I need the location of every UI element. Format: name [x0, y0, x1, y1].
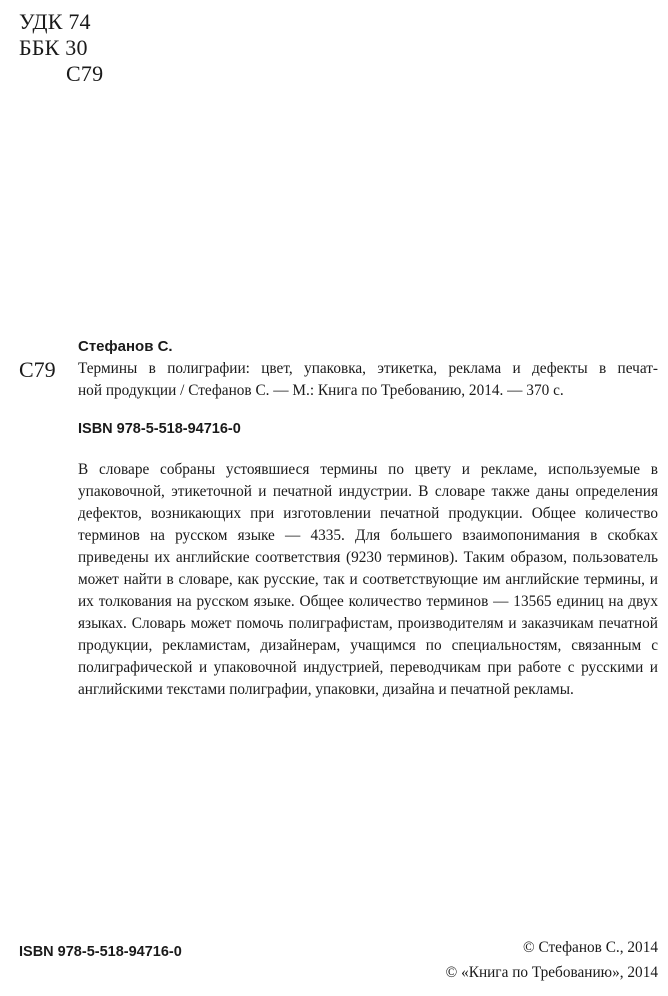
author-code: С79 [66, 61, 104, 86]
abstract-paragraph: В словаре собраны устоявшиеся термины по цвету и рекламе, используемые в упаковочной, этикеточной и печатной индустрии. В словаре также даны определения дефектов, возникающих при изготовлении печатной продукции. Общее количество терминов на русском языке — 4335. Для большего взаимопонимания в скобках приведены их английские соответствия (9230 терминов). Таким образом, пользователь может найти в словаре, как русские, так и соответствующие им английские термины, и их толкования на русском языке. Общее количество терминов — 13565 единиц на двух языках. Словарь может помочь полиграфистам, производителям и заказчикам печатной продукции, рекламистам, дизайнерам, учащимся по специальностям, связанным с полиграфической и упаковочной индустрией, переводчикам при работе с русскими и английскими текстами полиграфии, упаковки, дизайна и печатной рекламы. [78, 461, 658, 698]
author-code-side: С79 [19, 357, 56, 382]
isbn: ISBN 978-5-518-94716-0 [78, 421, 241, 437]
bibliographic-record [78, 358, 658, 402]
bibliographic-record-line: Термины в полиграфии: цвет, упаковка, этикетка, реклама и дефекты в печат- [78, 360, 658, 377]
bbk-index: ББК 30 [19, 35, 88, 60]
copyright-author: © Стефанов С., 2014 [523, 939, 658, 956]
udk-index: УДК 74 [19, 9, 91, 34]
author-name: Стефанов С. [78, 338, 173, 355]
bibliographic-record-line: ной продукции / Стефанов С. — М.: Книга по Требованию, 2014. — 370 с. [78, 382, 564, 399]
footer-isbn: ISBN 978-5-518-94716-0 [19, 944, 182, 960]
copyright-publisher: © «Книга по Требованию», 2014 [445, 964, 658, 981]
